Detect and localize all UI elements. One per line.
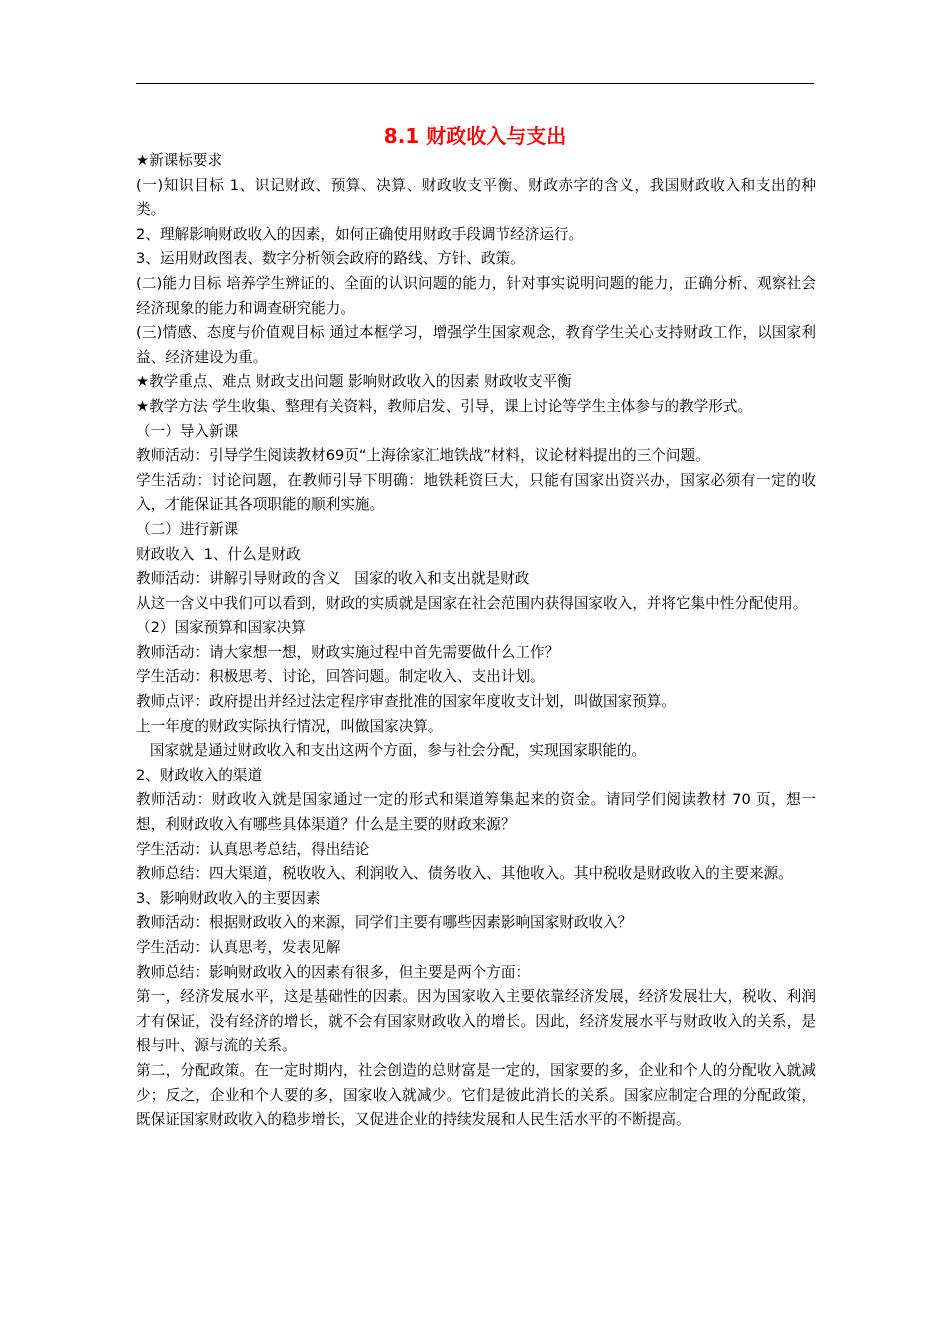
- paragraph: (一)知识目标 1、识记财政、预算、决算、财政收支平衡、财政赤字的含义，我国财政收入和支出的种类。: [136, 176, 816, 219]
- paragraph: 教师活动：引导学生阅读教材69页“上海徐家汇地铁战”材料，议论材料提出的三个问题。: [136, 447, 710, 465]
- document-body: [136, 149, 816, 1133]
- paragraph: 教师活动：财政收入就是国家通过一定的形式和渠道筹集起来的资金。请同学们阅读教材 70 页，想一想，利财政收入有哪些具体渠道？什么是主要的财政来源？: [136, 791, 816, 834]
- paragraph: 学生活动：认真思考总结，得出结论: [136, 840, 370, 858]
- paragraph: 3、影响财政收入的主要因素: [136, 889, 321, 907]
- paragraph: 教师活动：讲解引导财政的含义 国家的收入和支出就是财政: [136, 570, 530, 588]
- paragraph: 第二，分配政策。在一定时期内，社会创造的总财富是一定的，国家要的多，企业和个人的分配收入就减少；反之，企业和个人要的多，国家收入就减少。它们是彼此消长的关系。国家应制定合理的分配政策，既保证国家财政收入的稳步增长，又促进企业的持续发展和人民生活水平的不断提高。: [136, 1061, 816, 1129]
- paragraph: (二)能力目标 培养学生辨证的、全面的认识问题的能力，针对事实说明问题的能力，正确分析、观察社会经济现象的能力和调查研究能力。: [136, 274, 816, 317]
- paragraph: 从这一含义中我们可以看到，财政的实质就是国家在社会范围内获得国家收入，并将它集中性分配使用。: [136, 594, 808, 612]
- paragraph: 教师总结：影响财政收入的因素有很多，但主要是两个方面：: [136, 963, 531, 981]
- paragraph: 2、理解影响财政收入的因素，如何正确使用财政手段调节经济运行。: [136, 225, 584, 243]
- document-title: 8.1 财政收入与支出: [383, 124, 567, 148]
- paragraph: 财政收入 1、什么是财政: [136, 545, 301, 563]
- paragraph: （2）国家预算和国家决算: [136, 619, 306, 637]
- paragraph: ★教学方法 学生收集、整理有关资料，教师启发、引导，课上讨论等学生主体参与的教学形式。: [136, 397, 753, 415]
- paragraph: 第一，经济发展水平，这是基础性的因素。因为国家收入主要依靠经济发展，经济发展壮大，税收、利润才有保证，没有经济的增长，就不会有国家财政收入的增长。因此，经济发展水平与财政收入的关系，是根与叶、源与流的关系。: [136, 988, 816, 1055]
- paragraph: 教师活动：根据财政收入的来源，同学们主要有哪些因素影响国家财政收入？: [136, 914, 633, 932]
- paragraph: 学生活动：讨论问题，在教师引导下明确：地铁耗资巨大，只能有国家出资兴办，国家必须有一定的收入，才能保证其各项职能的顺利实施。: [136, 471, 816, 514]
- paragraph: ★教学重点、难点 财政支出问题 影响财政收入的因素 财政收支平衡: [136, 373, 572, 391]
- paragraph: 国家就是通过财政收入和支出这两个方面，参与社会分配，实现国家职能的。: [136, 742, 647, 760]
- paragraph: 学生活动：认真思考，发表见解: [136, 939, 341, 956]
- paragraph: （一）导入新课: [136, 422, 239, 440]
- paragraph: 教师总结：四大渠道，税收收入、利润收入、债务收入、其他收入。其中税收是财政收入的主要来源。: [136, 865, 793, 883]
- paragraph: 教师活动：请大家想一想，财政实施过程中首先需要做什么工作？: [136, 643, 560, 661]
- paragraph: （二）进行新课: [136, 520, 239, 538]
- header-rule: [136, 83, 814, 84]
- paragraph: 3、运用财政图表、数字分析领会政府的路线、方针、政策。: [136, 250, 525, 268]
- paragraph: ★新课标要求: [136, 152, 223, 169]
- paragraph: 2、财政收入的渠道: [136, 766, 263, 784]
- paragraph: 上一年度的财政实际执行情况，叫做国家决算。: [136, 717, 443, 735]
- paragraph: 学生活动：积极思考、讨论，回答问题。制定收入、支出计划。: [136, 668, 545, 686]
- paragraph: 教师点评：政府提出并经过法定程序审查批准的国家年度收支计划，叫做国家预算。: [136, 693, 676, 711]
- paragraph: (三)情感、态度与价值观目标 通过本框学习，增强学生国家观念，教育学生关心支持财政工作，以国家利益、经济建设为重。: [136, 324, 816, 366]
